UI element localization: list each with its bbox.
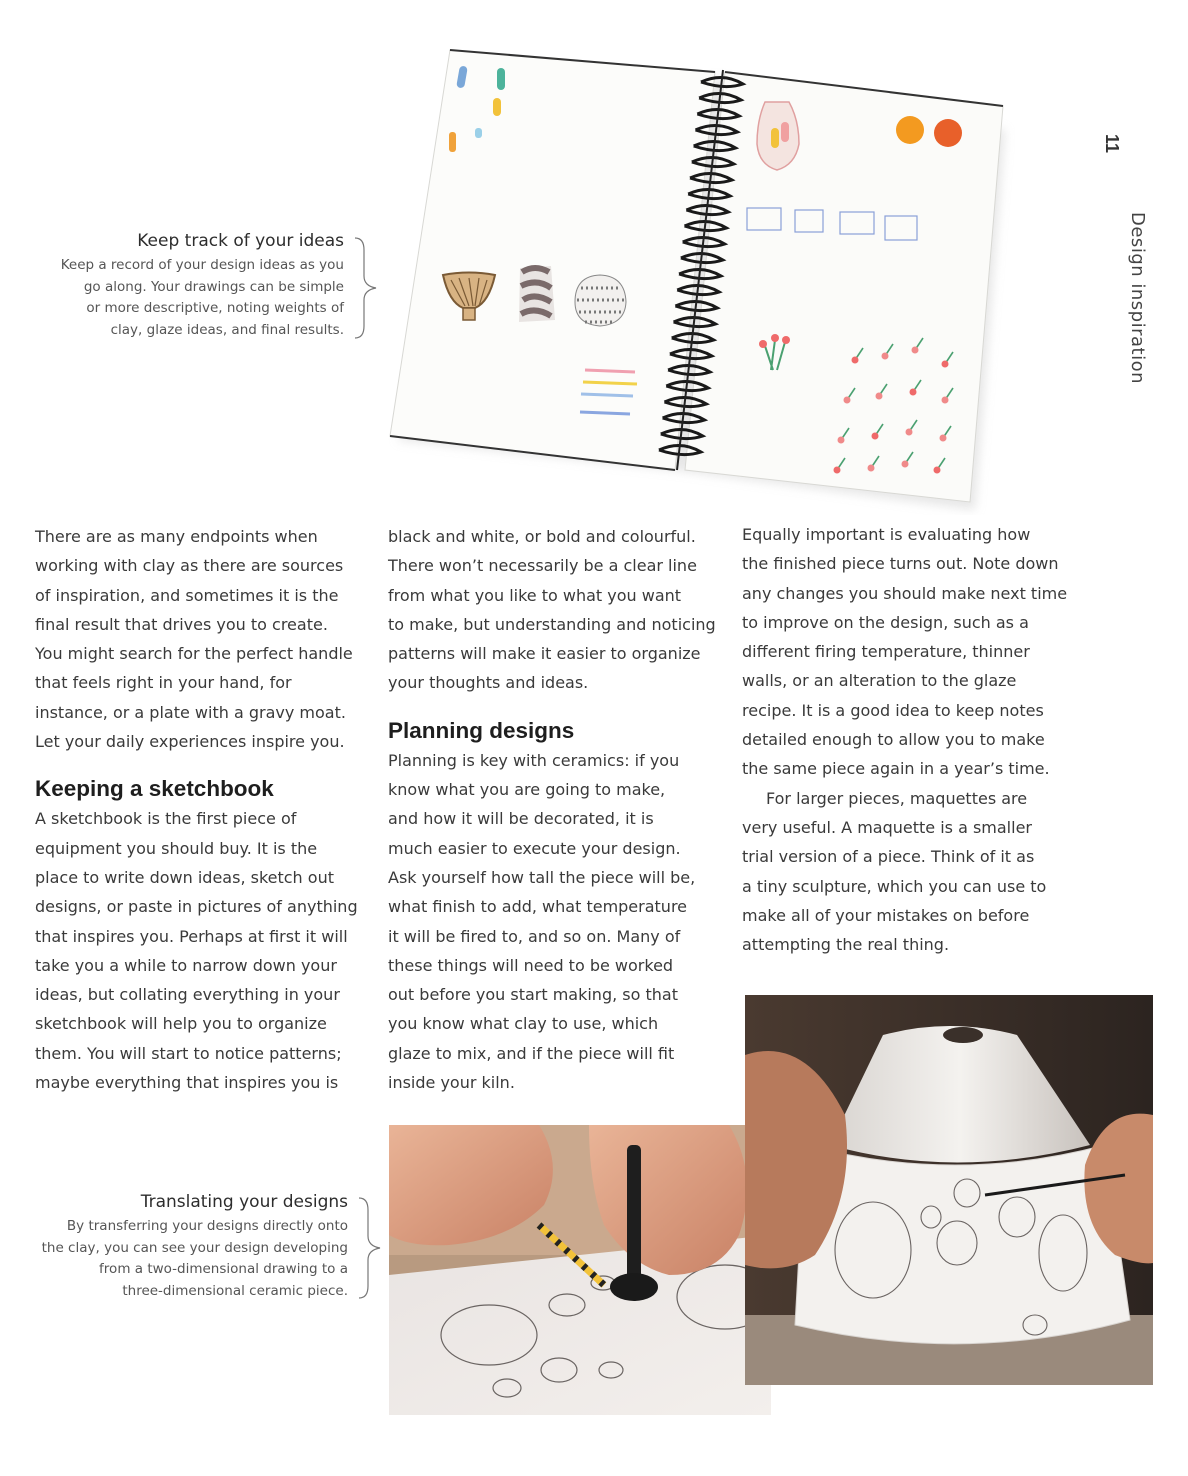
text-line: Let your daily experiences inspire you. <box>35 732 345 752</box>
caption-translating <box>30 1192 348 1302</box>
text-line: equipment you should buy. It is the <box>35 838 318 858</box>
text-line: maybe everything that inspires you is <box>35 1073 339 1093</box>
text-line: different firing temperature, thinner <box>742 642 1030 662</box>
flower-bud <box>940 435 947 442</box>
text-line: the same piece again in a year’s time. <box>742 759 1050 779</box>
text-line: out before you start making, so that <box>388 985 678 1005</box>
text-line: patterns will make it easier to organize <box>388 644 701 664</box>
evaluation-paragraph <box>742 520 1087 784</box>
text-line: know what you are going to make, <box>388 780 666 800</box>
caption-line: three-dimensional ceramic piece. <box>122 1282 348 1299</box>
text-line: For larger pieces, maquettes are <box>766 788 1028 808</box>
flower-bud <box>942 361 949 368</box>
flower-bud <box>910 389 917 396</box>
text-line: attempting the real thing. <box>742 935 950 955</box>
caption-line: By transferring your designs directly onto <box>66 1218 348 1234</box>
sketchbook-paragraph <box>35 804 375 1097</box>
text-line: make all of your mistakes on before <box>742 905 1030 925</box>
caption-line: from a two-dimensional drawing to a <box>99 1261 348 1278</box>
flower-bud <box>868 465 875 472</box>
text-line: a tiny sculpture, which you can use to <box>742 876 1047 896</box>
text-line: recipe. It is a good idea to keep notes <box>742 700 1044 720</box>
maquette-paragraph <box>742 784 1087 960</box>
text-line: walls, or an alteration to the glaze <box>742 671 1017 691</box>
caption-title: Keep track of your ideas <box>137 231 344 251</box>
text-line: working with clay as there are sources <box>35 556 344 576</box>
page-number: 11 <box>1102 134 1122 154</box>
heading-keeping-sketchbook: Keeping a sketchbook <box>35 776 274 802</box>
striped-pot-sketch <box>575 275 626 326</box>
text-line: detailed enough to allow you to make <box>742 730 1045 750</box>
caption-line: the clay, you can see your design developing <box>41 1239 348 1256</box>
text-line: it will be fired to, and so on. Many of <box>388 926 681 946</box>
text-line: take you a while to narrow down your <box>35 955 337 975</box>
text-line: inside your kiln. <box>388 1073 515 1093</box>
text-line: you know what clay to use, which <box>388 1014 659 1034</box>
vase-sketch <box>519 266 555 322</box>
text-line: trial version of a piece. Think of it as <box>742 847 1035 867</box>
text-line: instance, or a plate with a gravy moat. <box>35 702 346 722</box>
caption-line: clay, glaze ideas, and final results. <box>110 321 344 338</box>
caption-keep-track <box>30 231 344 341</box>
text-line: Planning is key with ceramics: if you <box>388 750 680 770</box>
text-line: from what you like to what you want <box>388 585 682 605</box>
column-2 <box>388 522 733 1097</box>
flower-bud <box>872 433 879 440</box>
text-line: glaze to mix, and if the piece will fit <box>388 1043 675 1063</box>
flower-bud <box>912 347 919 354</box>
flower-bud <box>844 397 851 404</box>
text-line: You might search for the perfect handle <box>35 644 353 664</box>
planning-paragraph <box>388 746 733 1098</box>
caption-title: Translating your designs <box>140 1192 348 1212</box>
flower-bud <box>882 353 889 360</box>
caption-brace <box>352 236 382 340</box>
text-line: ideas, but collating everything in your <box>35 985 340 1005</box>
text-line: the finished piece turns out. Note down <box>742 554 1059 574</box>
text-line: black and white, or bold and colourful. <box>388 527 696 546</box>
text-line: Ask yourself how tall the piece will be, <box>388 867 696 887</box>
flower-bud <box>838 437 845 444</box>
text-line: sketchbook will help you to organize <box>35 1014 327 1034</box>
text-line: much easier to execute your design. <box>388 838 681 858</box>
text-line: final result that drives you to create. <box>35 614 328 634</box>
text-line: designs, or paste in pictures of anything <box>35 897 358 917</box>
text-line: what finish to add, what temperature <box>388 897 688 917</box>
text-line: your thoughts and ideas. <box>388 673 589 693</box>
text-line: that inspires you. Perhaps at first it will <box>35 926 348 946</box>
text-line: to make, but understanding and noticing <box>388 614 716 634</box>
text-line: to improve on the design, such as a <box>742 612 1029 632</box>
flower-bud <box>906 429 913 436</box>
intro-paragraph <box>35 522 375 756</box>
orange-dot <box>896 116 924 144</box>
text-line: of inspiration, and sometimes it is the <box>35 585 339 605</box>
running-head: Design inspiration <box>1127 212 1148 384</box>
text-line: There won’t necessarily be a clear line <box>388 556 697 576</box>
text-line: very useful. A maquette is a smaller <box>742 817 1032 837</box>
flower-bud <box>876 393 883 400</box>
text-line: place to write down ideas, sketch out <box>35 867 334 887</box>
photo-paper-template-pot <box>745 995 1153 1385</box>
text-line: and how it will be decorated, it is <box>388 809 654 829</box>
caption-line: or more descriptive, noting weights of <box>86 300 344 317</box>
sketchbook-illustration <box>385 40 1015 515</box>
column-3 <box>742 520 1087 959</box>
flower-bud <box>852 357 859 364</box>
text-line: Equally important is evaluating how <box>742 525 1031 544</box>
sketchbook-left-page <box>390 50 715 470</box>
photo-drawing-design <box>389 1125 771 1415</box>
text-line: any changes you should make next time <box>742 583 1068 603</box>
caption-line: Keep a record of your design ideas as you <box>60 257 344 273</box>
text-line: these things will need to be worked <box>388 955 674 975</box>
text-line: There are as many endpoints when <box>35 527 318 546</box>
heading-planning-designs: Planning designs <box>388 717 575 743</box>
text-line: them. You will start to notice patterns; <box>35 1043 342 1063</box>
text-line: that feels right in your hand, for <box>35 673 292 693</box>
text-line: A sketchbook is the first piece of <box>35 809 297 829</box>
caption-brace <box>356 1196 386 1300</box>
caption-line: go along. Your drawings can be simple <box>83 278 344 295</box>
continued-paragraph <box>388 522 733 698</box>
flower-bud <box>834 467 841 474</box>
red-orange-dot <box>934 119 962 147</box>
flower-bud <box>902 461 909 468</box>
flower-bud <box>942 397 949 404</box>
column-1 <box>35 522 375 1097</box>
flower-bud <box>934 467 941 474</box>
jug-sketch <box>757 102 799 170</box>
